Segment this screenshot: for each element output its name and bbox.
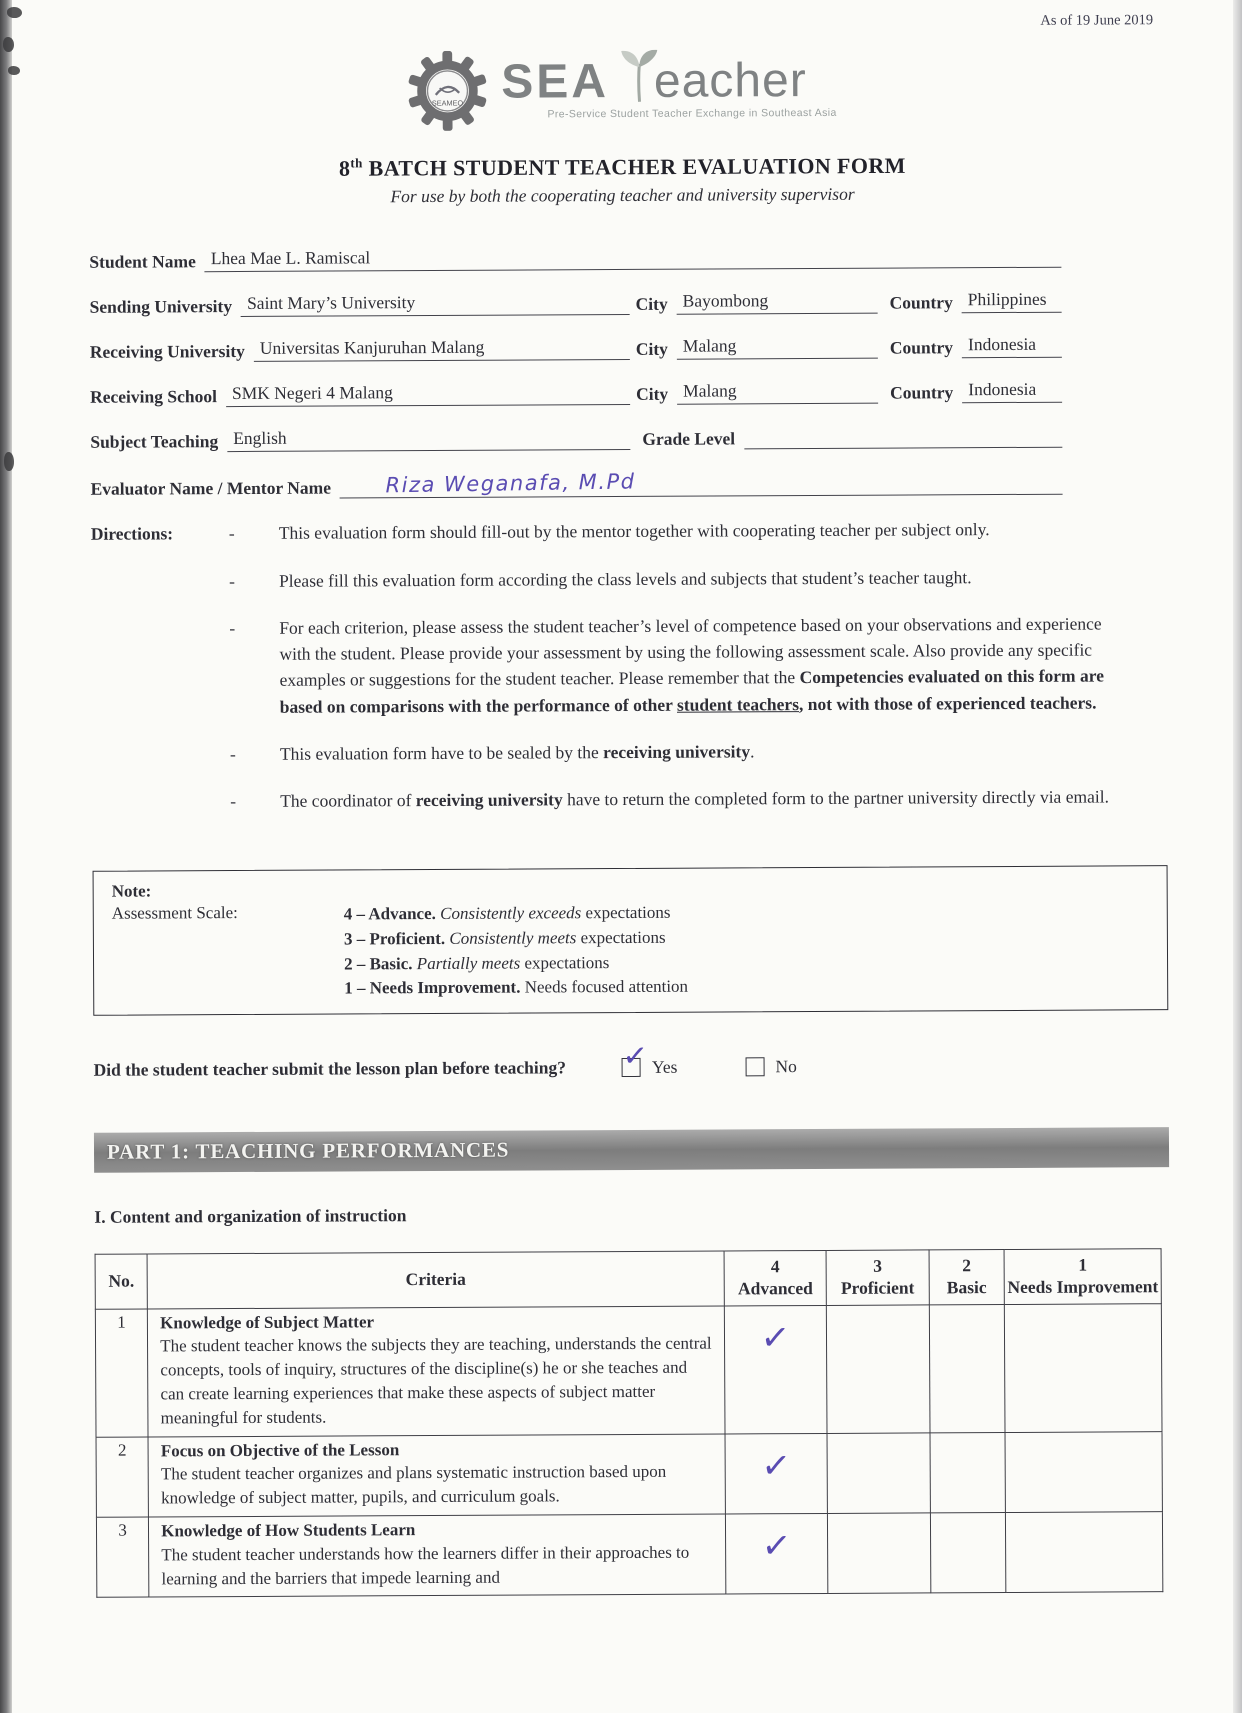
criteria-description: The student teacher organizes and plans systematic instruction based upon knowledge of subject matter, pupils, and curriculum goals. [160, 1462, 667, 1508]
rating-cell-needs[interactable] [1005, 1431, 1162, 1512]
criteria-description: The student teacher understands how the learners differ in their approaches to learning and the barriers that impede learning and [161, 1542, 690, 1589]
yes-check-mark: ✓ [621, 1038, 650, 1075]
student-name-label: Student Name [89, 251, 196, 273]
receiving-school-value[interactable]: SMK Negeri 4 Malang [226, 381, 630, 407]
brand-sea-text: SEA [501, 55, 610, 110]
directions-label: Directions: [90, 523, 174, 545]
lesson-plan-question [93, 1038, 1161, 1081]
as-of-date: As of 19 June 2019 [1040, 12, 1154, 29]
direction-text-normal: For each criterion, please assess the student teacher’s level of competence based on your observations and experience with the student. Please provide your assessment by using the following assessment scale. Also provide any specific examples or suggestions for the student teacher. Please remember that the [279, 613, 1102, 691]
rating-cell-proficient[interactable] [827, 1433, 930, 1514]
row-number: 3 [96, 1517, 149, 1598]
rating-cell-needs[interactable] [1005, 1303, 1162, 1432]
directions-section [91, 516, 1160, 816]
check-mark: ✓ [760, 1443, 793, 1489]
student-name-value[interactable]: Lhea Mae L. Ramiscal [205, 244, 1062, 272]
bullet-dash: - [229, 743, 236, 764]
direction-item [91, 516, 1158, 548]
criteria-cell [148, 1434, 725, 1517]
table-row [95, 1303, 1162, 1437]
lesson-plan-no-option[interactable] [745, 1056, 796, 1077]
subject-teaching-label: Subject Teaching [90, 431, 219, 453]
form-title-rest: BATCH STUDENT TEACHER EVALUATION FORM [362, 152, 906, 181]
rating-cell-basic[interactable] [930, 1513, 1006, 1594]
scale-line-2: 2 – Basic. Partially meets expectations [343, 952, 610, 974]
sending-country-value[interactable]: Philippines [962, 289, 1062, 314]
bullet-dash: - [229, 617, 236, 638]
field-row-sending-university [90, 289, 1157, 319]
direction-text-bold: Competencies evaluated on this form are based on comparisons with the performance of other [279, 665, 1105, 717]
rating-cell-basic[interactable] [930, 1432, 1006, 1513]
rating-cell-advanced[interactable] [724, 1305, 827, 1434]
table-row [96, 1512, 1162, 1598]
sending-university-value[interactable]: Saint Mary’s University [241, 291, 630, 317]
country-label: Country [890, 382, 954, 403]
receiving-university-label: Receiving University [89, 341, 245, 363]
criteria-title: Knowledge of Subject Matter [160, 1311, 375, 1333]
part1-header-bar: PART 1: TEACHING PERFORMANCES [94, 1127, 1169, 1173]
form-subtitle: For use by both the cooperating teacher and university supervisor [390, 184, 855, 207]
form-title-sup: th [350, 155, 363, 171]
school-city-value[interactable]: Malang [677, 380, 878, 405]
assessment-scale-label: Assessment Scale: [111, 903, 238, 924]
brand-teacher-text: eacher [653, 54, 807, 109]
seameo-gear-icon [407, 51, 487, 131]
assessment-scale-note-box [93, 865, 1169, 1015]
row-number: 2 [96, 1437, 149, 1518]
scale-line-1: 1 – Needs Improvement. Needs focused attention [344, 976, 689, 998]
direction-item [91, 610, 1159, 721]
form-title-batch: 8 [338, 155, 351, 181]
assessment-scale-list [344, 901, 688, 1001]
scan-edge-left [0, 0, 12, 1713]
wordmark [501, 49, 837, 121]
section1-heading: I. Content and organization of instruction [94, 1205, 407, 1227]
scale-line-4: 4 – Advance. Consistently exceeds expectations [343, 903, 671, 924]
rating-cell-proficient[interactable] [827, 1305, 930, 1434]
table-row [96, 1431, 1162, 1517]
header-needs-improvement: 1 Needs Improvement [1004, 1249, 1161, 1305]
receiving-school-label: Receiving School [90, 386, 217, 408]
rating-cell-proficient[interactable] [828, 1513, 931, 1594]
scan-artifact [4, 452, 14, 471]
lesson-plan-yes-option[interactable] [621, 1038, 678, 1078]
scale-line-3: 3 – Proficient. Consistently meets expectations [343, 927, 666, 949]
direction-text [280, 736, 1117, 767]
country-label: Country [889, 292, 953, 313]
direction-text-normal: . [750, 741, 755, 762]
subject-teaching-value[interactable]: English [227, 426, 630, 452]
bullet-dash: - [230, 791, 237, 812]
city-label: City [635, 339, 668, 360]
note-title: Note: [111, 881, 152, 902]
direction-text [279, 610, 1117, 719]
header-basic: 2 Basic [929, 1249, 1005, 1304]
header-no: No. [95, 1254, 148, 1309]
page-content [88, 0, 1163, 1598]
receiving-university-value[interactable]: Universitas Kanjuruhan Malang [254, 336, 630, 362]
table-header-row [95, 1249, 1161, 1309]
evaluator-name-label: Evaluator Name / Mentor Name [90, 477, 332, 500]
city-label: City [635, 294, 668, 315]
direction-text: This evaluation form should fill-out by the mentor together with cooperating teacher per subject only. [278, 519, 990, 544]
header-criteria: Criteria [147, 1251, 724, 1309]
rating-cell-needs[interactable] [1006, 1512, 1163, 1593]
header-proficient: 3 Proficient [826, 1250, 929, 1305]
sending-city-value[interactable]: Bayombong [677, 290, 878, 315]
criteria-title: Focus on Objective of the Lesson [160, 1439, 400, 1461]
school-country-value[interactable]: Indonesia [962, 379, 1062, 404]
country-label: Country [889, 337, 954, 358]
direction-text-normal: This evaluation form have to be sealed by the [279, 741, 604, 764]
evaluator-name-value[interactable] [340, 469, 1063, 499]
scan-artifact [8, 66, 20, 75]
receiving-country-value[interactable]: Indonesia [962, 334, 1062, 359]
header-fields [89, 244, 1157, 501]
yes-label: Yes [651, 1056, 678, 1077]
field-row-receiving-university [90, 334, 1157, 364]
criteria-cell [148, 1306, 725, 1437]
direction-text: Please fill this evaluation form according the class levels and subjects that student’s teacher taught. [278, 566, 972, 591]
field-row-evaluator [90, 469, 1157, 501]
scan-edge-right [1233, 0, 1242, 1713]
rating-cell-advanced[interactable] [725, 1513, 828, 1594]
scan-artifact [3, 37, 14, 52]
check-mark: ✓ [759, 1315, 792, 1361]
field-row-receiving-school [90, 379, 1157, 409]
row-number: 1 [95, 1309, 148, 1437]
no-label: No [775, 1055, 797, 1077]
logo-tagline: Pre-Service Student Teacher Exchange in Southeast Asia [547, 106, 837, 121]
check-mark: ✓ [760, 1523, 793, 1569]
criteria-cell [149, 1514, 726, 1597]
direction-text-normal: have to return the completed form to the partner university directly via email. [562, 786, 1109, 810]
field-row-subject [90, 424, 1157, 454]
direction-item [92, 783, 1159, 815]
direction-text-bold: , not with those of experienced teachers. [798, 692, 1097, 714]
criteria-description: The student teacher knows the subjects they are teaching, understands the central concepts, tools of inquiry, structures of the discipline(s) he or she teaches and can create learning experiences that make these aspects of subject matter meaningful for students. [160, 1333, 712, 1428]
direction-text [280, 783, 1117, 814]
direction-text-bold-underline: student teachers [676, 693, 800, 715]
city-label: City [636, 384, 669, 405]
header-advanced: 4 Advanced [724, 1250, 827, 1305]
no-checkbox[interactable] [745, 1057, 764, 1076]
bullet-dash: - [228, 570, 235, 591]
lesson-plan-question-text: Did the student teacher submit the lesson plan before teaching? [93, 1057, 566, 1080]
form-title [89, 151, 1156, 183]
bullet-dash: - [228, 523, 235, 544]
grade-level-label: Grade Level [642, 428, 736, 450]
criteria-title: Knowledge of How Students Learn [161, 1520, 416, 1541]
sea-teacher-logo [88, 47, 1155, 133]
direction-text-bold: receiving university [415, 789, 563, 811]
rating-cell-advanced[interactable] [725, 1433, 828, 1514]
receiving-city-value[interactable]: Malang [677, 335, 878, 360]
grade-level-value[interactable] [744, 424, 1062, 450]
handwritten-evaluator-name: Riza Weganafa, M.Pd [385, 469, 637, 498]
sending-university-label: Sending University [89, 296, 233, 318]
gear-seameo-label: SEAMEO [431, 98, 464, 108]
yes-checkbox[interactable] [621, 1038, 650, 1077]
direction-item [91, 563, 1158, 595]
rating-cell-basic[interactable] [929, 1304, 1005, 1432]
direction-text-normal: The coordinator of [280, 790, 416, 811]
evaluation-table [95, 1248, 1164, 1598]
direction-text-bold: receiving university [603, 741, 751, 762]
field-row-student-name [89, 244, 1156, 274]
scan-artifact [7, 7, 22, 18]
direction-item [92, 736, 1159, 768]
